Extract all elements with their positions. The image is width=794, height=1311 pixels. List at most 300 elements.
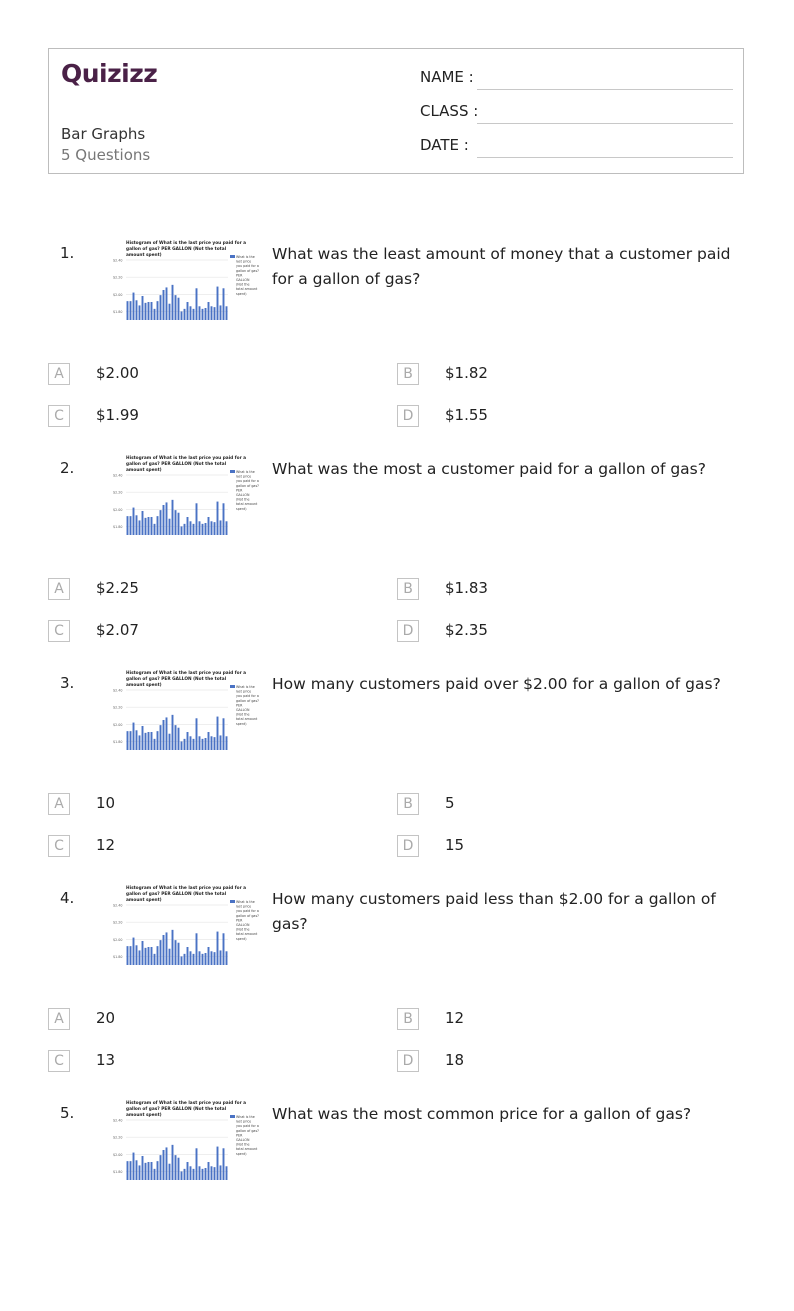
thumb-ytick-label: $2.40 <box>113 1118 123 1123</box>
thumb-bar <box>172 715 174 750</box>
thumb-bar <box>157 1161 159 1180</box>
thumb-bar <box>196 288 198 320</box>
thumb-bar <box>220 735 222 750</box>
thumb-ytick-label: $2.40 <box>113 688 123 693</box>
thumb-bar <box>151 302 153 320</box>
thumb-bar <box>226 306 228 320</box>
option-b-checkbox[interactable]: B <box>397 363 419 385</box>
worksheet-title: Bar Graphs <box>61 125 146 143</box>
thumb-bar <box>217 932 219 965</box>
thumb-bar <box>211 521 213 535</box>
thumb-legend-line: GALLON <box>236 278 250 282</box>
thumb-bar <box>199 521 201 535</box>
thumb-bar <box>205 308 207 320</box>
thumb-bar <box>160 940 162 965</box>
thumb-bar <box>196 718 198 750</box>
question-text: What was the most common price for a gallon of gas? <box>272 1105 692 1123</box>
thumb-bar <box>181 741 183 750</box>
thumb-bar <box>133 938 135 965</box>
thumb-bar <box>223 503 225 535</box>
thumb-bar <box>211 306 213 320</box>
thumb-title-line: Histogram of What is the last price you paid for a <box>126 456 247 461</box>
thumb-legend-line: (Not the <box>236 497 250 502</box>
thumb-bar <box>136 730 138 750</box>
thumb-legend-line: GALLON <box>236 708 250 712</box>
thumb-title-line: amount spent) <box>126 898 162 903</box>
thumb-bar <box>127 946 129 965</box>
thumb-bar <box>136 515 138 535</box>
thumb-bar <box>166 502 168 535</box>
date-label: DATE : <box>420 136 469 154</box>
question-4 <box>0 881 794 1096</box>
thumb-legend-line: you paid for a <box>236 479 259 484</box>
thumb-bar <box>142 941 144 965</box>
thumb-bar <box>157 516 159 535</box>
option-c-text: 13 <box>96 1051 116 1069</box>
thumb-legend-line: gallon of gas? <box>236 913 259 918</box>
thumb-title-line: amount spent) <box>126 253 162 258</box>
thumb-bar <box>136 300 138 320</box>
option-c-checkbox[interactable]: C <box>48 405 70 427</box>
thumb-bar <box>178 1158 180 1180</box>
thumb-bar <box>148 947 150 965</box>
thumb-bar <box>172 285 174 320</box>
thumb-bar <box>184 1169 186 1180</box>
question-text: How many customers paid less than $2.00 for a gallon of gas? <box>272 890 716 933</box>
name-line[interactable] <box>477 89 733 90</box>
thumb-bar <box>193 524 195 535</box>
thumb-bar <box>190 1166 192 1180</box>
thumb-bar <box>163 505 165 535</box>
thumb-legend-line: you paid for a <box>236 264 259 269</box>
thumb-bar <box>190 951 192 965</box>
thumb-ytick-label: $2.20 <box>113 1135 123 1140</box>
option-d-checkbox[interactable]: D <box>397 835 419 857</box>
thumb-ytick-label: $2.00 <box>113 1152 123 1157</box>
thumb-bar <box>145 518 147 535</box>
thumb-bar <box>157 731 159 750</box>
thumb-legend-line: you paid for a <box>236 909 259 914</box>
thumb-legend-line: you paid for a <box>236 694 259 699</box>
question-2 <box>0 451 794 666</box>
thumb-bar <box>187 732 189 750</box>
thumb-bar <box>184 524 186 535</box>
histogram-thumbnail <box>112 236 259 321</box>
thumb-legend-line: GALLON <box>236 493 250 497</box>
thumb-bar <box>226 736 228 750</box>
thumb-bar <box>202 954 204 965</box>
thumb-legend-line: PER <box>236 488 243 493</box>
thumb-bar <box>133 1153 135 1180</box>
thumb-legend-line: What is the <box>236 685 255 689</box>
question-number: 2. <box>60 459 75 477</box>
thumb-legend-line: total amount <box>236 932 258 937</box>
thumb-bar <box>163 935 165 965</box>
thumb-bar <box>187 1162 189 1180</box>
class-label: CLASS : <box>420 102 479 120</box>
thumb-bar <box>220 520 222 535</box>
thumb-bar <box>214 952 216 965</box>
thumb-ytick-label: $1.80 <box>113 309 123 314</box>
option-d-checkbox[interactable]: D <box>397 1050 419 1072</box>
option-c-checkbox[interactable]: C <box>48 835 70 857</box>
histogram-thumbnail <box>112 1096 259 1181</box>
option-d-text: 18 <box>445 1051 465 1069</box>
thumb-bar <box>211 736 213 750</box>
option-a-text: 20 <box>96 1009 116 1027</box>
thumb-bar <box>205 1168 207 1180</box>
question-1 <box>0 236 794 451</box>
thumb-bar <box>142 1156 144 1180</box>
option-a-checkbox[interactable]: A <box>48 793 70 815</box>
thumb-bar <box>163 290 165 320</box>
thumb-legend-swatch <box>230 900 235 903</box>
thumb-bar <box>151 732 153 750</box>
thumb-bar <box>172 500 174 535</box>
option-a-checkbox[interactable]: A <box>48 578 70 600</box>
thumb-legend-line: What is the <box>236 470 255 474</box>
thumb-legend-line: PER <box>236 918 243 923</box>
option-b-checkbox[interactable]: B <box>397 793 419 815</box>
thumb-bar <box>133 723 135 750</box>
thumb-title-line: amount spent) <box>126 683 162 688</box>
option-a-text: 10 <box>96 794 116 812</box>
option-c-text: $2.07 <box>96 621 139 639</box>
thumb-bar <box>208 1162 210 1180</box>
thumb-legend-line: spent) <box>236 1151 247 1156</box>
thumb-bar <box>205 738 207 750</box>
thumb-legend-line: you paid for a <box>236 1124 259 1129</box>
thumb-bar <box>202 739 204 750</box>
thumb-bar <box>142 296 144 320</box>
thumb-ytick-label: $1.80 <box>113 1169 123 1174</box>
thumb-bar <box>187 947 189 965</box>
thumb-legend-line: gallon of gas? <box>236 268 259 273</box>
thumb-legend-line: total amount <box>236 502 258 507</box>
thumb-bar <box>175 1155 177 1180</box>
thumb-legend-line: GALLON <box>236 923 250 927</box>
thumb-legend-line: spent) <box>236 291 247 296</box>
thumb-bar <box>181 1171 183 1180</box>
thumb-legend-line: (Not the <box>236 282 250 287</box>
thumb-bar <box>178 728 180 750</box>
thumb-ytick-label: $1.80 <box>113 954 123 959</box>
thumb-bar <box>142 511 144 535</box>
thumb-bar <box>214 1167 216 1180</box>
thumb-bar <box>160 1155 162 1180</box>
question-text: How many customers paid over $2.00 for a gallon of gas? <box>272 675 721 693</box>
option-d-text: 15 <box>445 836 465 854</box>
thumb-bar <box>202 309 204 320</box>
thumb-bar <box>136 1160 138 1180</box>
thumb-bar <box>184 739 186 750</box>
thumb-legend-line: spent) <box>236 936 247 941</box>
thumb-bar <box>154 309 156 320</box>
thumb-bar <box>142 726 144 750</box>
question-number: 5. <box>60 1104 75 1122</box>
thumb-bar <box>193 739 195 750</box>
option-a-checkbox[interactable]: A <box>48 363 70 385</box>
thumb-legend-line: last price <box>236 1119 252 1124</box>
thumb-bar <box>166 932 168 965</box>
thumb-ytick-label: $2.20 <box>113 705 123 710</box>
class-line[interactable] <box>477 123 733 124</box>
thumb-title-line: Histogram of What is the last price you paid for a <box>126 671 247 676</box>
thumb-bar <box>217 717 219 750</box>
thumb-bar <box>190 521 192 535</box>
thumb-bar <box>136 945 138 965</box>
option-b-text: 12 <box>445 1009 465 1027</box>
thumb-bar <box>196 933 198 965</box>
thumb-bar <box>166 287 168 320</box>
thumb-bar <box>127 301 129 320</box>
worksheet-header <box>48 48 744 174</box>
option-b-text: 5 <box>445 794 455 812</box>
thumb-title-line: gallon of gas? PER GALLON (Not the total <box>126 1107 227 1112</box>
thumb-bar <box>130 1161 132 1180</box>
thumb-bar <box>148 302 150 320</box>
thumb-bar <box>139 1165 141 1180</box>
thumb-ytick-label: $2.40 <box>113 473 123 478</box>
thumb-bar <box>184 309 186 320</box>
histogram-thumbnail <box>112 881 259 966</box>
thumb-bar <box>223 933 225 965</box>
option-b-checkbox[interactable]: B <box>397 578 419 600</box>
thumb-ytick-label: $2.00 <box>113 937 123 942</box>
option-c-checkbox[interactable]: C <box>48 1050 70 1072</box>
thumb-bar <box>163 720 165 750</box>
thumb-bar <box>139 735 141 750</box>
thumb-bar <box>160 725 162 750</box>
thumb-bar <box>199 1166 201 1180</box>
thumb-legend-swatch <box>230 685 235 688</box>
name-label: NAME : <box>420 68 474 86</box>
thumb-bar <box>223 288 225 320</box>
thumb-title-line: gallon of gas? PER GALLON (Not the total <box>126 247 227 252</box>
thumb-bar <box>172 1145 174 1180</box>
thumb-bar <box>133 508 135 535</box>
thumb-bar <box>154 524 156 535</box>
thumb-legend-line: last price <box>236 474 252 479</box>
question-3 <box>0 666 794 881</box>
thumb-bar <box>181 526 183 535</box>
thumb-bar <box>223 1148 225 1180</box>
thumb-bar <box>169 304 171 320</box>
thumb-bar <box>211 951 213 965</box>
question-text: What was the most a customer paid for a gallon of gas? <box>272 460 706 478</box>
thumb-bar <box>226 1166 228 1180</box>
thumb-bar <box>157 946 159 965</box>
thumb-bar <box>154 739 156 750</box>
thumb-bar <box>157 301 159 320</box>
thumb-bar <box>169 949 171 965</box>
thumb-bar <box>148 1162 150 1180</box>
thumb-bar <box>175 295 177 320</box>
question-number: 4. <box>60 889 75 907</box>
thumb-legend-swatch <box>230 1115 235 1118</box>
thumb-bar <box>181 956 183 965</box>
thumb-legend-line: PER <box>236 1133 243 1138</box>
thumb-bar <box>211 1166 213 1180</box>
question-5 <box>0 1096 794 1311</box>
thumb-bar <box>208 732 210 750</box>
option-d-text: $2.35 <box>445 621 488 639</box>
thumb-legend-line: spent) <box>236 721 247 726</box>
thumb-legend-line: last price <box>236 259 252 264</box>
thumb-bar <box>181 311 183 320</box>
thumb-bar <box>166 717 168 750</box>
option-b-text: $1.82 <box>445 364 488 382</box>
option-a-text: $2.25 <box>96 579 139 597</box>
thumb-bar <box>196 1148 198 1180</box>
thumb-legend-line: GALLON <box>236 1138 250 1142</box>
thumb-bar <box>193 1169 195 1180</box>
thumb-legend-line: PER <box>236 703 243 708</box>
option-c-text: 12 <box>96 836 116 854</box>
thumb-title-line: Histogram of What is the last price you paid for a <box>126 886 247 891</box>
thumb-bar <box>226 521 228 535</box>
thumb-bar <box>151 517 153 535</box>
thumb-title-line: gallon of gas? PER GALLON (Not the total <box>126 892 227 897</box>
thumb-bar <box>145 303 147 320</box>
thumb-bar <box>175 725 177 750</box>
thumb-legend-swatch <box>230 255 235 258</box>
thumb-bar <box>220 305 222 320</box>
thumb-bar <box>160 510 162 535</box>
thumb-bar <box>217 1147 219 1180</box>
thumb-bar <box>148 517 150 535</box>
thumb-bar <box>154 1169 156 1180</box>
thumb-ytick-label: $1.80 <box>113 524 123 529</box>
thumb-bar <box>187 302 189 320</box>
thumb-legend-line: (Not the <box>236 1142 250 1147</box>
thumb-bar <box>208 947 210 965</box>
thumb-bar <box>220 950 222 965</box>
thumb-legend-line: last price <box>236 904 252 909</box>
thumb-bar <box>199 306 201 320</box>
thumb-ytick-label: $2.20 <box>113 920 123 925</box>
thumb-legend-line: last price <box>236 689 252 694</box>
thumb-ytick-label: $2.40 <box>113 258 123 263</box>
option-b-checkbox[interactable]: B <box>397 1008 419 1030</box>
option-c-checkbox[interactable]: C <box>48 620 70 642</box>
thumb-legend-swatch <box>230 470 235 473</box>
option-a-checkbox[interactable]: A <box>48 1008 70 1030</box>
option-c-text: $1.99 <box>96 406 139 424</box>
thumb-bar <box>217 502 219 535</box>
date-line[interactable] <box>477 157 733 158</box>
thumb-bar <box>214 522 216 535</box>
thumb-bar <box>133 293 135 320</box>
thumb-legend-line: (Not the <box>236 927 250 932</box>
thumb-bar <box>169 519 171 535</box>
question-number: 1. <box>60 244 75 262</box>
histogram-thumbnail <box>112 451 259 536</box>
thumb-bar <box>130 516 132 535</box>
thumb-bar <box>214 307 216 320</box>
question-number: 3. <box>60 674 75 692</box>
thumb-bar <box>202 524 204 535</box>
thumb-title-line: Histogram of What is the last price you paid for a <box>126 241 247 246</box>
thumb-bar <box>196 503 198 535</box>
thumb-legend-line: gallon of gas? <box>236 698 259 703</box>
thumb-bar <box>169 1164 171 1180</box>
thumb-bar <box>178 513 180 535</box>
thumb-bar <box>130 301 132 320</box>
thumb-bar <box>160 295 162 320</box>
option-b-text: $1.83 <box>445 579 488 597</box>
thumb-bar <box>184 954 186 965</box>
quizizz-logo: Quizizz <box>61 59 158 88</box>
thumb-bar <box>130 946 132 965</box>
thumb-bar <box>148 732 150 750</box>
thumb-legend-line: total amount <box>236 1147 258 1152</box>
thumb-bar <box>145 733 147 750</box>
thumb-bar <box>214 737 216 750</box>
thumb-bar <box>145 948 147 965</box>
thumb-legend-line: gallon of gas? <box>236 1128 259 1133</box>
thumb-bar <box>154 954 156 965</box>
thumb-bar <box>205 523 207 535</box>
thumb-ytick-label: $2.40 <box>113 903 123 908</box>
thumb-legend-line: total amount <box>236 717 258 722</box>
thumb-bar <box>175 940 177 965</box>
thumb-title-line: amount spent) <box>126 1113 162 1118</box>
thumb-bar <box>127 516 129 535</box>
thumb-bar <box>139 305 141 320</box>
thumb-bar <box>217 287 219 320</box>
thumb-legend-line: What is the <box>236 1115 255 1119</box>
thumb-ytick-label: $2.00 <box>113 722 123 727</box>
thumb-legend-line: What is the <box>236 900 255 904</box>
thumb-bar <box>190 736 192 750</box>
thumb-bar <box>178 298 180 320</box>
thumb-bar <box>193 954 195 965</box>
thumb-legend-line: gallon of gas? <box>236 483 259 488</box>
thumb-bar <box>139 520 141 535</box>
thumb-bar <box>175 510 177 535</box>
histogram-thumbnail <box>112 666 259 751</box>
thumb-bar <box>193 309 195 320</box>
thumb-legend-line: (Not the <box>236 712 250 717</box>
thumb-legend-line: PER <box>236 273 243 278</box>
thumb-bar <box>199 736 201 750</box>
thumb-title-line: amount spent) <box>126 468 162 473</box>
thumb-bar <box>208 517 210 535</box>
thumb-ytick-label: $1.80 <box>113 739 123 744</box>
thumb-bar <box>169 734 171 750</box>
thumb-title-line: gallon of gas? PER GALLON (Not the total <box>126 677 227 682</box>
thumb-ytick-label: $2.20 <box>113 275 123 280</box>
option-d-checkbox[interactable]: D <box>397 620 419 642</box>
thumb-bar <box>163 1150 165 1180</box>
option-d-checkbox[interactable]: D <box>397 405 419 427</box>
thumb-title-line: gallon of gas? PER GALLON (Not the total <box>126 462 227 467</box>
thumb-bar <box>127 731 129 750</box>
thumb-bar <box>166 1147 168 1180</box>
thumb-bar <box>145 1163 147 1180</box>
thumb-bar <box>190 306 192 320</box>
thumb-bar <box>130 731 132 750</box>
thumb-bar <box>151 1162 153 1180</box>
thumb-ytick-label: $2.20 <box>113 490 123 495</box>
thumb-bar <box>205 953 207 965</box>
thumb-bar <box>187 517 189 535</box>
thumb-bar <box>199 951 201 965</box>
option-d-text: $1.55 <box>445 406 488 424</box>
thumb-legend-line: What is the <box>236 255 255 259</box>
thumb-bar <box>172 930 174 965</box>
